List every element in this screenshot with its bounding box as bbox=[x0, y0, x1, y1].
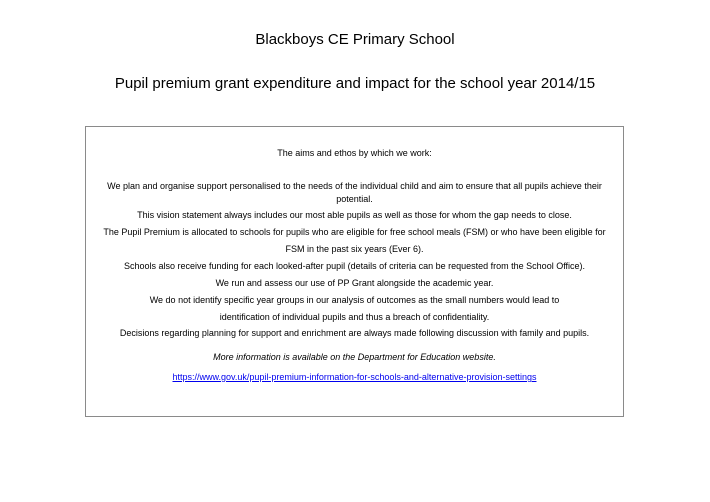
ethos-heading: The aims and ethos by which we work: bbox=[277, 148, 432, 158]
ethos-line-9: identification of individual pupils and thus a breach of confidentiality. bbox=[219, 312, 490, 322]
ethos-box bbox=[85, 126, 624, 417]
school-name: Blackboys CE Primary School bbox=[255, 31, 455, 48]
ethos-line-5: FSM in the past six years (Ever 6). bbox=[285, 244, 424, 254]
ethos-line-6: Schools also receive funding for each looked-after pupil (details of criteria can be requested from the School Office). bbox=[123, 261, 586, 271]
ethos-line-7: We run and assess our use of PP Grant alongside the academic year. bbox=[215, 278, 494, 288]
ethos-line-4: The Pupil Premium is allocated to schools for pupils who are eligible for free school meals (FSM) or who have been eligible for bbox=[103, 227, 606, 237]
document-title: Pupil premium grant expenditure and impact for the school year 2014/15 bbox=[114, 75, 596, 92]
ethos-line-3: This vision statement always includes our most able pupils as well as those for whom the gap needs to close. bbox=[137, 210, 572, 220]
ethos-line-8: We do not identify specific year groups in our analysis of outcomes as the small numbers would lead to bbox=[149, 295, 560, 305]
more-info-text: More information is available on the Department for Education website. bbox=[213, 352, 496, 362]
ethos-line-1: We plan and organise support personalised to the needs of the individual child and aim to ensure that all pupils achieve their bbox=[107, 181, 602, 191]
ethos-line-10: Decisions regarding planning for support and enrichment are always made following discussion with family and pupils. bbox=[119, 328, 590, 338]
dfe-website-link[interactable]: https://www.gov.uk/pupil-premium-information-for-schools-and-alternative-provision-settings bbox=[172, 372, 537, 382]
ethos-line-2: potential. bbox=[336, 194, 373, 204]
